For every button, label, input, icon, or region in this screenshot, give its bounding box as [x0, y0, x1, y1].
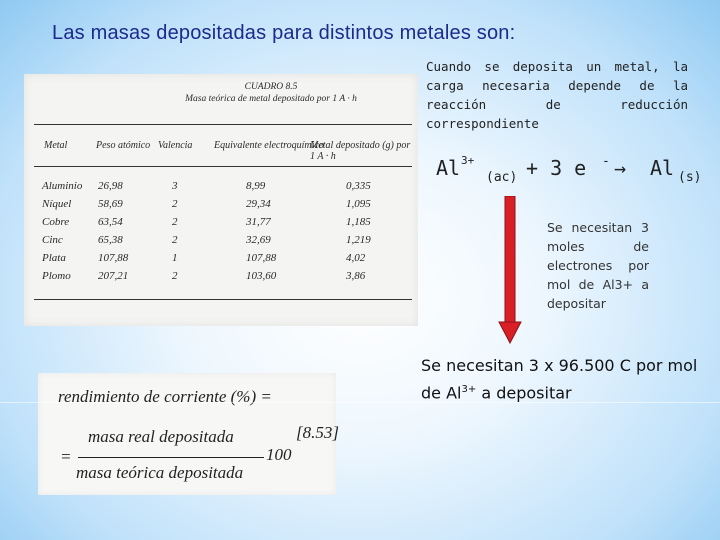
- eq-arrow: →: [614, 156, 627, 180]
- table-cell: 2: [172, 270, 178, 282]
- table-cell: 2: [172, 198, 178, 210]
- table-cell: Cinc: [42, 234, 63, 246]
- eq-electrons: + 3 e: [526, 156, 587, 180]
- formula-denominator: masa teórica depositada: [76, 463, 244, 482]
- eq-product-state: (s): [678, 170, 702, 185]
- table-cell: 26,98: [98, 180, 123, 192]
- table-cell: 2: [172, 234, 178, 246]
- table-top-rule: [34, 124, 412, 125]
- eq-product: Al: [650, 156, 675, 180]
- eq-reactant-state: (ac): [486, 170, 518, 185]
- table-caption-number: CUADRO 8.5: [244, 82, 298, 92]
- table-cell: Níquel: [42, 198, 72, 210]
- table-bottom-rule: [34, 299, 412, 300]
- table-cell: 1,185: [346, 216, 371, 228]
- table-cell: 207,21: [98, 270, 129, 282]
- table-cell: 4,02: [346, 252, 366, 264]
- table-cell: Plomo: [42, 270, 71, 282]
- slide-title: Las masas depositadas para distintos metales son:: [52, 22, 516, 44]
- eq-reactant-charge: 3+: [461, 154, 475, 167]
- table-cell: 3: [172, 180, 178, 192]
- fraction-bar: [78, 457, 264, 458]
- electron-moles-note: Se necesitan 3 moles de electrones por mol de Al3+ a depositar: [547, 220, 649, 311]
- formula-multiplier: 100: [266, 445, 292, 464]
- background-divider: [0, 402, 720, 403]
- table-cell: 107,88: [98, 252, 129, 264]
- current-efficiency-formula: [38, 373, 339, 495]
- eq-electron-charge: -: [602, 154, 610, 169]
- table-cell: 1: [172, 252, 178, 264]
- table-cell: 1,095: [346, 198, 371, 210]
- conclusion-text-end: a depositar: [476, 383, 572, 403]
- down-arrow-icon: [498, 196, 522, 344]
- table-header-atomic-weight: Peso atómico: [96, 140, 151, 151]
- table-cell: 8,99: [246, 180, 266, 192]
- table-cell: Cobre: [42, 216, 70, 228]
- table-cell: 1,219: [346, 234, 371, 246]
- formula-numerator: masa real depositada: [88, 427, 234, 446]
- table-cell: 58,69: [98, 198, 123, 210]
- table-cell: 3,86: [346, 270, 366, 282]
- charge-conclusion: [421, 354, 711, 405]
- reduction-equation: [436, 154, 706, 194]
- eq-reactant: Al: [436, 156, 461, 180]
- table-cell: 63,54: [98, 216, 123, 228]
- table-cell: Plata: [42, 252, 66, 264]
- table-cell: Aluminio: [42, 180, 83, 192]
- table-cell: 0,335: [346, 180, 371, 192]
- metal-deposition-table: [24, 74, 418, 326]
- table-header-equivalent: Equivalente electroquímico: [214, 140, 324, 151]
- formula-lhs: rendimiento de corriente (%) =: [58, 387, 272, 406]
- table-header-deposit: Metal depositado (g) por 1 A · h: [310, 140, 411, 162]
- table-caption-title: Masa teórica de metal depositado por 1 A · h: [185, 94, 357, 104]
- table-cell: 29,34: [246, 198, 271, 210]
- table-cell: 31,77: [246, 216, 271, 228]
- table-header-metal: Metal: [44, 140, 68, 151]
- formula-tag: [8.53]: [296, 423, 339, 442]
- table-cell: 2: [172, 216, 178, 228]
- table-cell: 32,69: [246, 234, 271, 246]
- table-header-valence: Valencia: [158, 140, 193, 151]
- formula-equals: =: [60, 447, 72, 466]
- table-header-rule: [34, 166, 412, 167]
- table-cell: 103,60: [246, 270, 277, 282]
- conclusion-charge: 3+: [461, 384, 477, 395]
- table-cell: 107,88: [246, 252, 277, 264]
- table-cell: 65,38: [98, 234, 123, 246]
- conclusion-text-start: Se necesitan 3 x 96.500 C por mol de Al: [421, 356, 698, 403]
- explanation-text: Cuando se deposita un metal, la carga necesaria depende de la reacción de reducción correspondiente: [426, 59, 688, 131]
